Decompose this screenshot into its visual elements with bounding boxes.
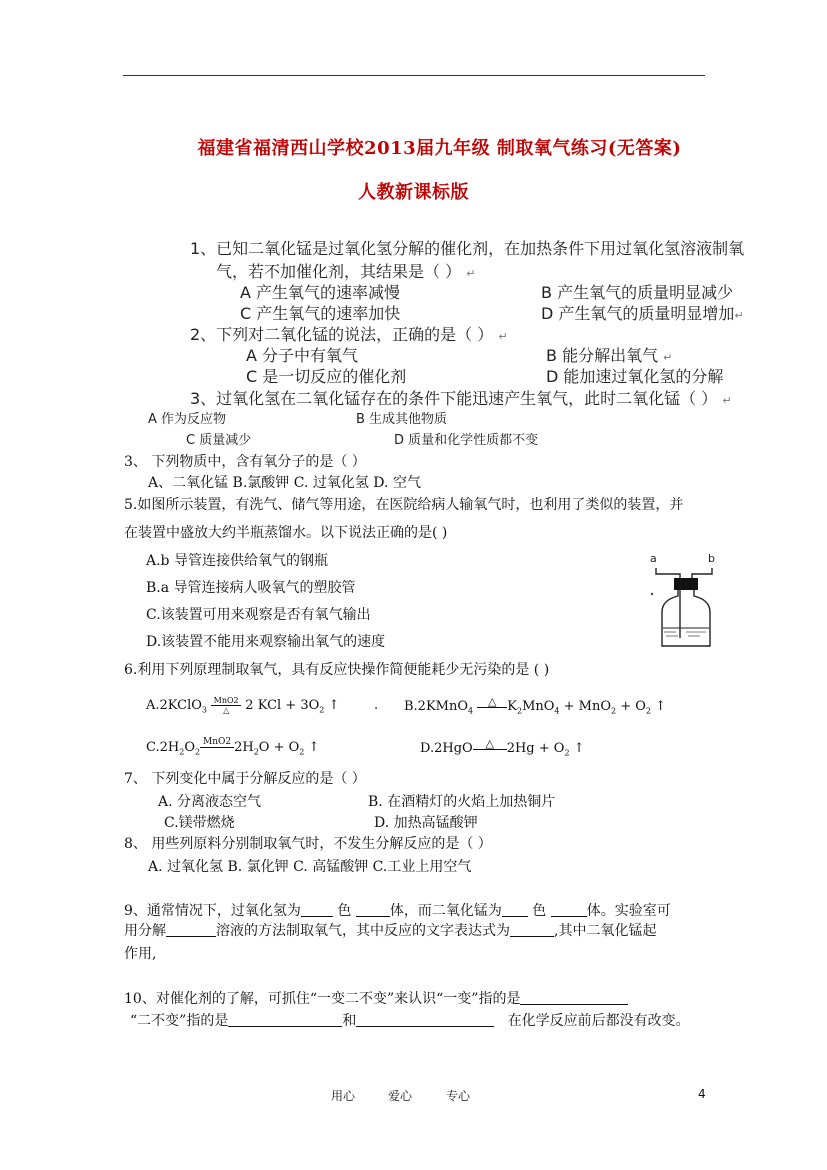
- q5-stem-line1: 5.如图所示装置，有洗气、储气等用途，在医院给病人输氧气时，也利用了类似的装置，并: [124, 497, 684, 513]
- q7-stem: 7、 下列变化中属于分解反应的是（ ）: [124, 771, 366, 787]
- q3a-option-d: D 质量和化学性质都不变: [394, 433, 539, 448]
- q3a-option-c: C 质量减少: [186, 433, 252, 448]
- q2-option-b: B 能分解出氧气 ↵: [546, 346, 673, 365]
- q9-line1: 9、通常情况下，过氧化氢为 色 体，而二氧化锰为 色 体。实验室可: [124, 903, 671, 919]
- q9-line3: 作用,: [124, 946, 157, 962]
- q3a-option-a: A 作为反应物: [148, 412, 227, 427]
- q3a-stem: 3、过氧化氢在二氧化锰存在的条件下能迅速产生氧气，此时二氧化锰（ ） ↵: [190, 389, 732, 408]
- q2-option-a: A 分子中有氧气: [246, 346, 359, 365]
- q9-blank-6[interactable]: [510, 922, 554, 937]
- footer-text-2: 爱心: [388, 1089, 413, 1103]
- q1-option-b: B 产生氧气的质量明显减少: [541, 283, 734, 302]
- q10-line1: 10、对催化剂的了解，可抓住“一变二不变”来认识“一变”指的是: [124, 988, 628, 1008]
- header-rule: [123, 75, 705, 76]
- q8-options: A. 过氧化氢 B. 氯化钾 C. 高锰酸钾 C.工业上用空气: [148, 859, 472, 875]
- q6-option-c: $C.2H_2O_2$ MnO2 $2H_2O + O_2$ ↑: [146, 737, 320, 757]
- q5-option-b: B.a 导管连接病人吸氧气的塑胶管: [146, 580, 356, 596]
- gas-washing-bottle-diagram: [640, 546, 730, 656]
- q10-blank-1[interactable]: [520, 990, 628, 1005]
- q5-option-a: A.b 导管连接供给氧气的钢瓶: [146, 553, 328, 569]
- q7-option-d: D. 加热高锰酸钾: [374, 815, 478, 831]
- q3b-options: A、二氧化锰 B.氯酸钾 C. 过氧化氢 D. 空气: [148, 475, 421, 491]
- q9-blank-5[interactable]: [166, 922, 216, 937]
- q5-stem-line2: 在装置中盛放大约半瓶蒸馏水。以下说法正确的是( ): [124, 525, 448, 541]
- q10-blank-2[interactable]: [228, 1012, 342, 1027]
- q9-line2: 用分解 溶液的方法制取氧气，其中反应的文字表达式为 ,其中二氧化锰起: [124, 923, 657, 939]
- q9-blank-4[interactable]: [551, 902, 587, 917]
- q6-option-d: D.2HgO △ $2Hg + O_2$ ↑: [420, 737, 585, 758]
- q1-option-a: A 产生氧气的速率减慢: [240, 283, 401, 302]
- q6-option-a: A.2KClO$_3$ MnO2 △ 2 KCl + $3O_2$ ↑: [146, 696, 340, 715]
- q10-line2: “二不变”指的是 和 在化学反应前后都没有改变。: [130, 1013, 690, 1029]
- page-number: 4: [698, 1087, 706, 1101]
- q6-dot: .: [374, 698, 379, 713]
- q5-option-c: C.该装置可用来观察是否有氧气输出: [146, 607, 371, 623]
- footer-text-1: 用心: [331, 1089, 356, 1103]
- q1-option-c: C 产生氧气的速率加快: [240, 304, 401, 323]
- q6-stem: 6.利用下列原理制取氧气，具有反应快操作简便能耗少无污染的是 ( ): [124, 662, 550, 678]
- page-title: 福建省福清西山学校2013届九年级 制取氧气练习(无答案): [197, 138, 682, 159]
- bottle-stopper: [674, 578, 698, 590]
- q8-stem: 8、 用些列原料分别制取氧气时，不发生分解反应的是（ ）: [124, 836, 492, 852]
- q9-blank-2[interactable]: [356, 902, 390, 917]
- q2-option-c: C 是一切反应的催化剂: [246, 367, 407, 386]
- q6-option-b: B.2KMnO$_4$ △ $K_2MnO_4 + MnO_2 + O_2$ ↑: [404, 695, 667, 716]
- q2-stem: 2、下列对二氧化锰的说法，正确的是（ ） ↵: [190, 325, 508, 344]
- q10-blank-3[interactable]: [356, 1012, 494, 1027]
- q7-option-c: C.镁带燃烧: [164, 815, 235, 831]
- q1-stem-line1: 1、已知二氧化锰是过氧化氢分解的催化剂，在加热条件下用过氧化氢溶液制氧: [190, 239, 745, 258]
- tube-label-a: a: [650, 552, 657, 565]
- page-subtitle: 人教新课标版: [358, 182, 469, 203]
- q5-option-d: D.该装置不能用来观察输出氧气的速度: [146, 634, 386, 650]
- q3a-option-b: B 生成其他物质: [356, 412, 448, 427]
- tube-label-b: b: [708, 552, 715, 565]
- q2-option-d: D 能加速过氧化氢的分解: [546, 367, 724, 386]
- q9-blank-1[interactable]: [301, 902, 333, 917]
- bottle: [662, 590, 710, 646]
- q9-blank-3[interactable]: [502, 902, 528, 917]
- q3b-stem: 3、 下列物质中，含有氧分子的是（ ）: [124, 454, 366, 470]
- q7-option-a: A. 分离液态空气: [158, 794, 262, 810]
- q1-option-d: D 产生氧气的质量明显增加↵: [541, 304, 744, 323]
- footer-text-3: 专心: [446, 1089, 471, 1103]
- q1-stem-line2: 气，若不加催化剂，其结果是（ ） ↵: [216, 262, 476, 281]
- q7-option-b: B. 在酒精灯的火焰上加热铜片: [368, 794, 556, 810]
